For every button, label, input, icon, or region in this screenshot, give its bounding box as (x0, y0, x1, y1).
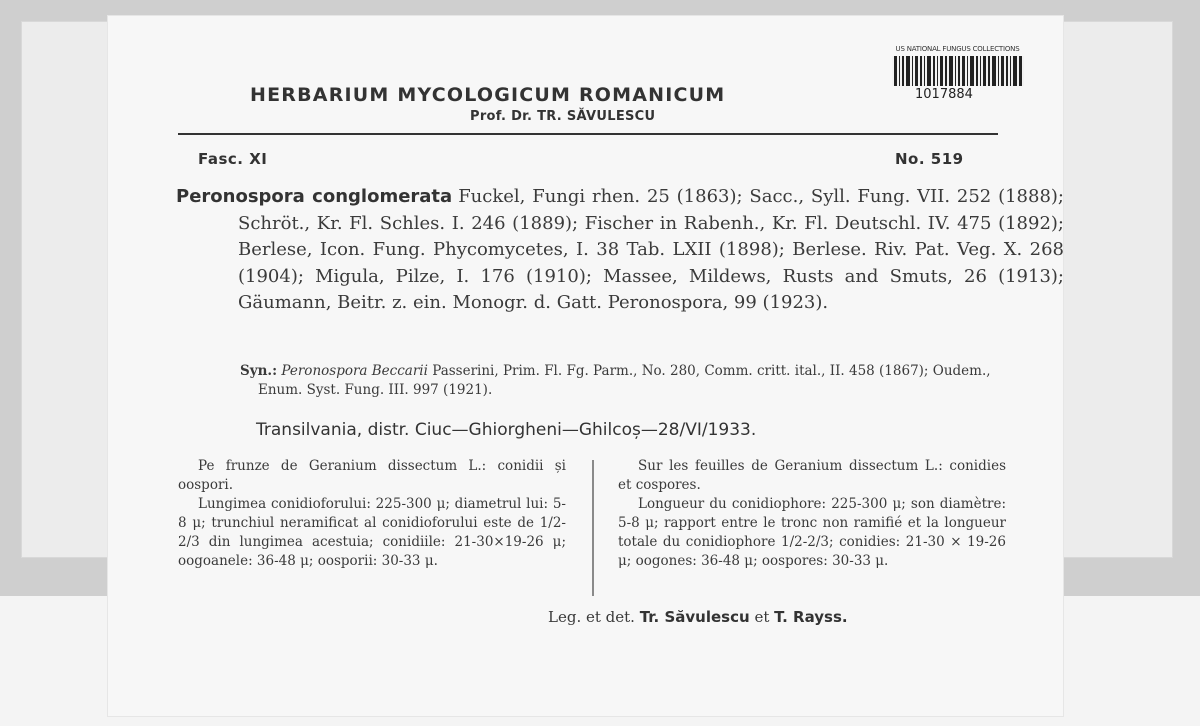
synonym-text: Passerini, Prim. Fl. Fg. Parm., No. 280, Comm. critt. ital., II. 458 (1867); Oudem., Enum. Syst. Fung. III. 997 (1921). (258, 363, 991, 398)
french-host: Sur les feuilles de Geranium dissectum L.: conidies et cospores. (618, 458, 1006, 493)
herbarium-subtitle: Prof. Dr. TR. SĂVULESCU (470, 109, 656, 124)
romanian-description (178, 457, 566, 571)
romanian-host: Pe frunze de Geranium dissectum L.: conidii și oospori. (178, 458, 566, 493)
synonym-name: Peronospora Beccarii (281, 363, 428, 379)
collector-name-2: T. Rayss. (774, 608, 848, 626)
species-citation (176, 184, 1064, 317)
barcode-number: 1017884 (915, 87, 973, 102)
header-divider (178, 133, 998, 135)
citation-text: Fuckel, Fungi rhen. 25 (1863); Sacc., Syll. Fung. VII. 252 (1888); Schröt., Kr. Fl. Schles. I. 246 (1889); Fischer in Rabenh., Kr. Fl. Deutschl. IV. 475 (1892); Berlese, Icon. Fung. Phycomycetes, I. 38 Tab. LXII (1898); Berlese. Riv. Pat. Veg. X. 268 (1904); Migula, Pilze, I. 176 (1910); Massee, Mildews, Rusts and Smuts, 26 (1913); Gäumann, Beitr. z. ein. Monogr. d. Gatt. Peronospora, 99 (1923). (238, 186, 1064, 313)
collector-joiner: et (754, 608, 770, 626)
barcode-icon (892, 56, 1024, 86)
synonym-block (240, 362, 1020, 400)
collector-prefix: Leg. et det. (548, 608, 635, 626)
herbarium-title: HERBARIUM MYCOLOGICUM ROMANICUM (250, 84, 726, 106)
species-name: Peronospora conglomerata (176, 186, 453, 207)
romanian-measurements: Lungimea conidioforului: 225-300 μ; diametrul lui: 5-8 μ; trunchiul neramificat al conidioforului este de 1/2-2/3 din lungimea acestuia; conidiile: 21-30×19-26 μ; oogoanele: 36-48 μ; oosporii: 30-33 μ. (178, 496, 566, 569)
specimen-number: No. 519 (895, 150, 964, 168)
french-description (618, 457, 1006, 571)
column-divider (592, 460, 594, 596)
fascicle-label: Fasc. XI (198, 150, 268, 168)
collector-name-1: Tr. Săvulescu (639, 608, 750, 626)
collector-line (548, 608, 848, 626)
barcode-caption: US NATIONAL FUNGUS COLLECTIONS (895, 45, 1020, 53)
french-measurements: Longueur du conidiophore: 225-300 μ; son diamètre: 5-8 μ; rapport entre le tronc non ramifié et la longueur totale du conidiophore 1/2-2/3; conidies: 21-30 × 19-26 μ; oogones: 36-48 μ; oospores: 30-33 μ. (618, 496, 1006, 569)
locality-line: Transilvania, distr. Ciuc—Ghiorgheni—Ghilcoș—28/VI/1933. (256, 420, 757, 440)
synonym-label: Syn.: (240, 363, 278, 379)
